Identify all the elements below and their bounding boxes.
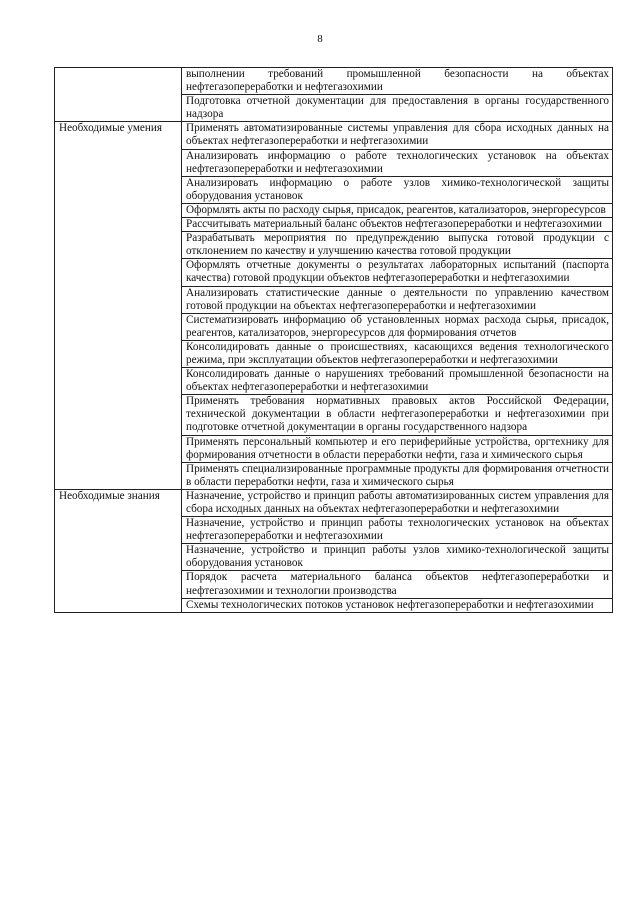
section-label-continued — [55, 68, 182, 122]
table-cell: Порядок расчета материального баланса объектов нефтегазопереработки и нефтегазохимии и технологии производства — [182, 571, 613, 598]
table-cell: Назначение, устройство и принцип работы технологических установок на объектах нефтегазопереработки и нефтегазохимии — [182, 517, 613, 544]
table-cell: Консолидировать данные о нарушениях требований промышленной безопасности на объектах нефтегазопереработки и нефтегазохимии — [182, 368, 613, 395]
table-row — [55, 122, 613, 149]
table-cell: Применять персональный компьютер и его периферийные устройства, оргтехнику для формирования отчетности в области переработки нефти, газа и химического сырья — [182, 435, 613, 462]
table-cell: Оформлять отчетные документы о результатах лабораторных испытаний (паспорта качества) готовой продукции объектов нефтегазопереработки и нефтегазохимии — [182, 259, 613, 286]
table-cell: Применять специализированные программные продукты для формирования отчетности в области переработки нефти, газа и химического сырья — [182, 462, 613, 489]
table-cell: Назначение, устройство и принцип работы автоматизированных систем управления для сбора исходных данных на объектах нефтегазопереработки и нефтегазохимии — [182, 489, 613, 516]
section-label-skills: Необходимые умения — [55, 122, 182, 490]
table-cell: Анализировать информацию о работе технологических установок на объектах нефтегазопереработки и нефтегазохимии — [182, 149, 613, 176]
section-label-knowledge: Необходимые знания — [55, 489, 182, 612]
table-cell: Применять автоматизированные системы управления для сбора исходных данных на объектах нефтегазопереработки и нефтегазохимии — [182, 122, 613, 149]
table-cell: Оформлять акты по расходу сырья, присадок, реагентов, катализаторов, энергоресурсов — [182, 203, 613, 217]
table-row — [55, 489, 613, 516]
table-cell: Анализировать информацию о работе узлов химико-технологической защиты оборудования установок — [182, 176, 613, 203]
table-cell: Назначение, устройство и принцип работы узлов химико-технологической защиты оборудования установок — [182, 544, 613, 571]
table-row — [55, 68, 613, 95]
requirements-table — [54, 67, 613, 613]
table-cell: Разрабатывать мероприятия по предупреждению выпуска готовой продукции с отклонением по качеству и улучшению качества готовой продукции — [182, 232, 613, 259]
table-cell: Консолидировать данные о происшествиях, касающихся ведения технологического режима, при эксплуатации объектов нефтегазопереработки и нефтегазохимии — [182, 340, 613, 367]
table-cell: Анализировать статистические данные о деятельности по управлению качеством готовой продукции на объектах нефтегазопереработки и нефтегазохимии — [182, 286, 613, 313]
page-number: 8 — [317, 33, 323, 45]
table-cell: Рассчитывать материальный баланс объектов нефтегазопереработки и нефтегазохимии — [182, 218, 613, 232]
table-cell: выполнении требований промышленной безопасности на объектах нефтегазопереработки и нефтегазохимии — [182, 68, 613, 95]
table-cell: Схемы технологических потоков установок нефтегазопереработки и нефтегазохимии — [182, 598, 613, 612]
table-cell: Подготовка отчетной документации для предоставления в органы государственного надзора — [182, 95, 613, 122]
table-cell: Систематизировать информацию об установленных нормах расхода сырья, присадок, реагентов, катализаторов, энергоресурсов для формирования отчетов — [182, 313, 613, 340]
table-cell: Применять требования нормативных правовых актов Российской Федерации, технической документации в области нефтегазопереработки и нефтегазохимии при подготовке отчетной документации в органы государственного надзора — [182, 395, 613, 435]
